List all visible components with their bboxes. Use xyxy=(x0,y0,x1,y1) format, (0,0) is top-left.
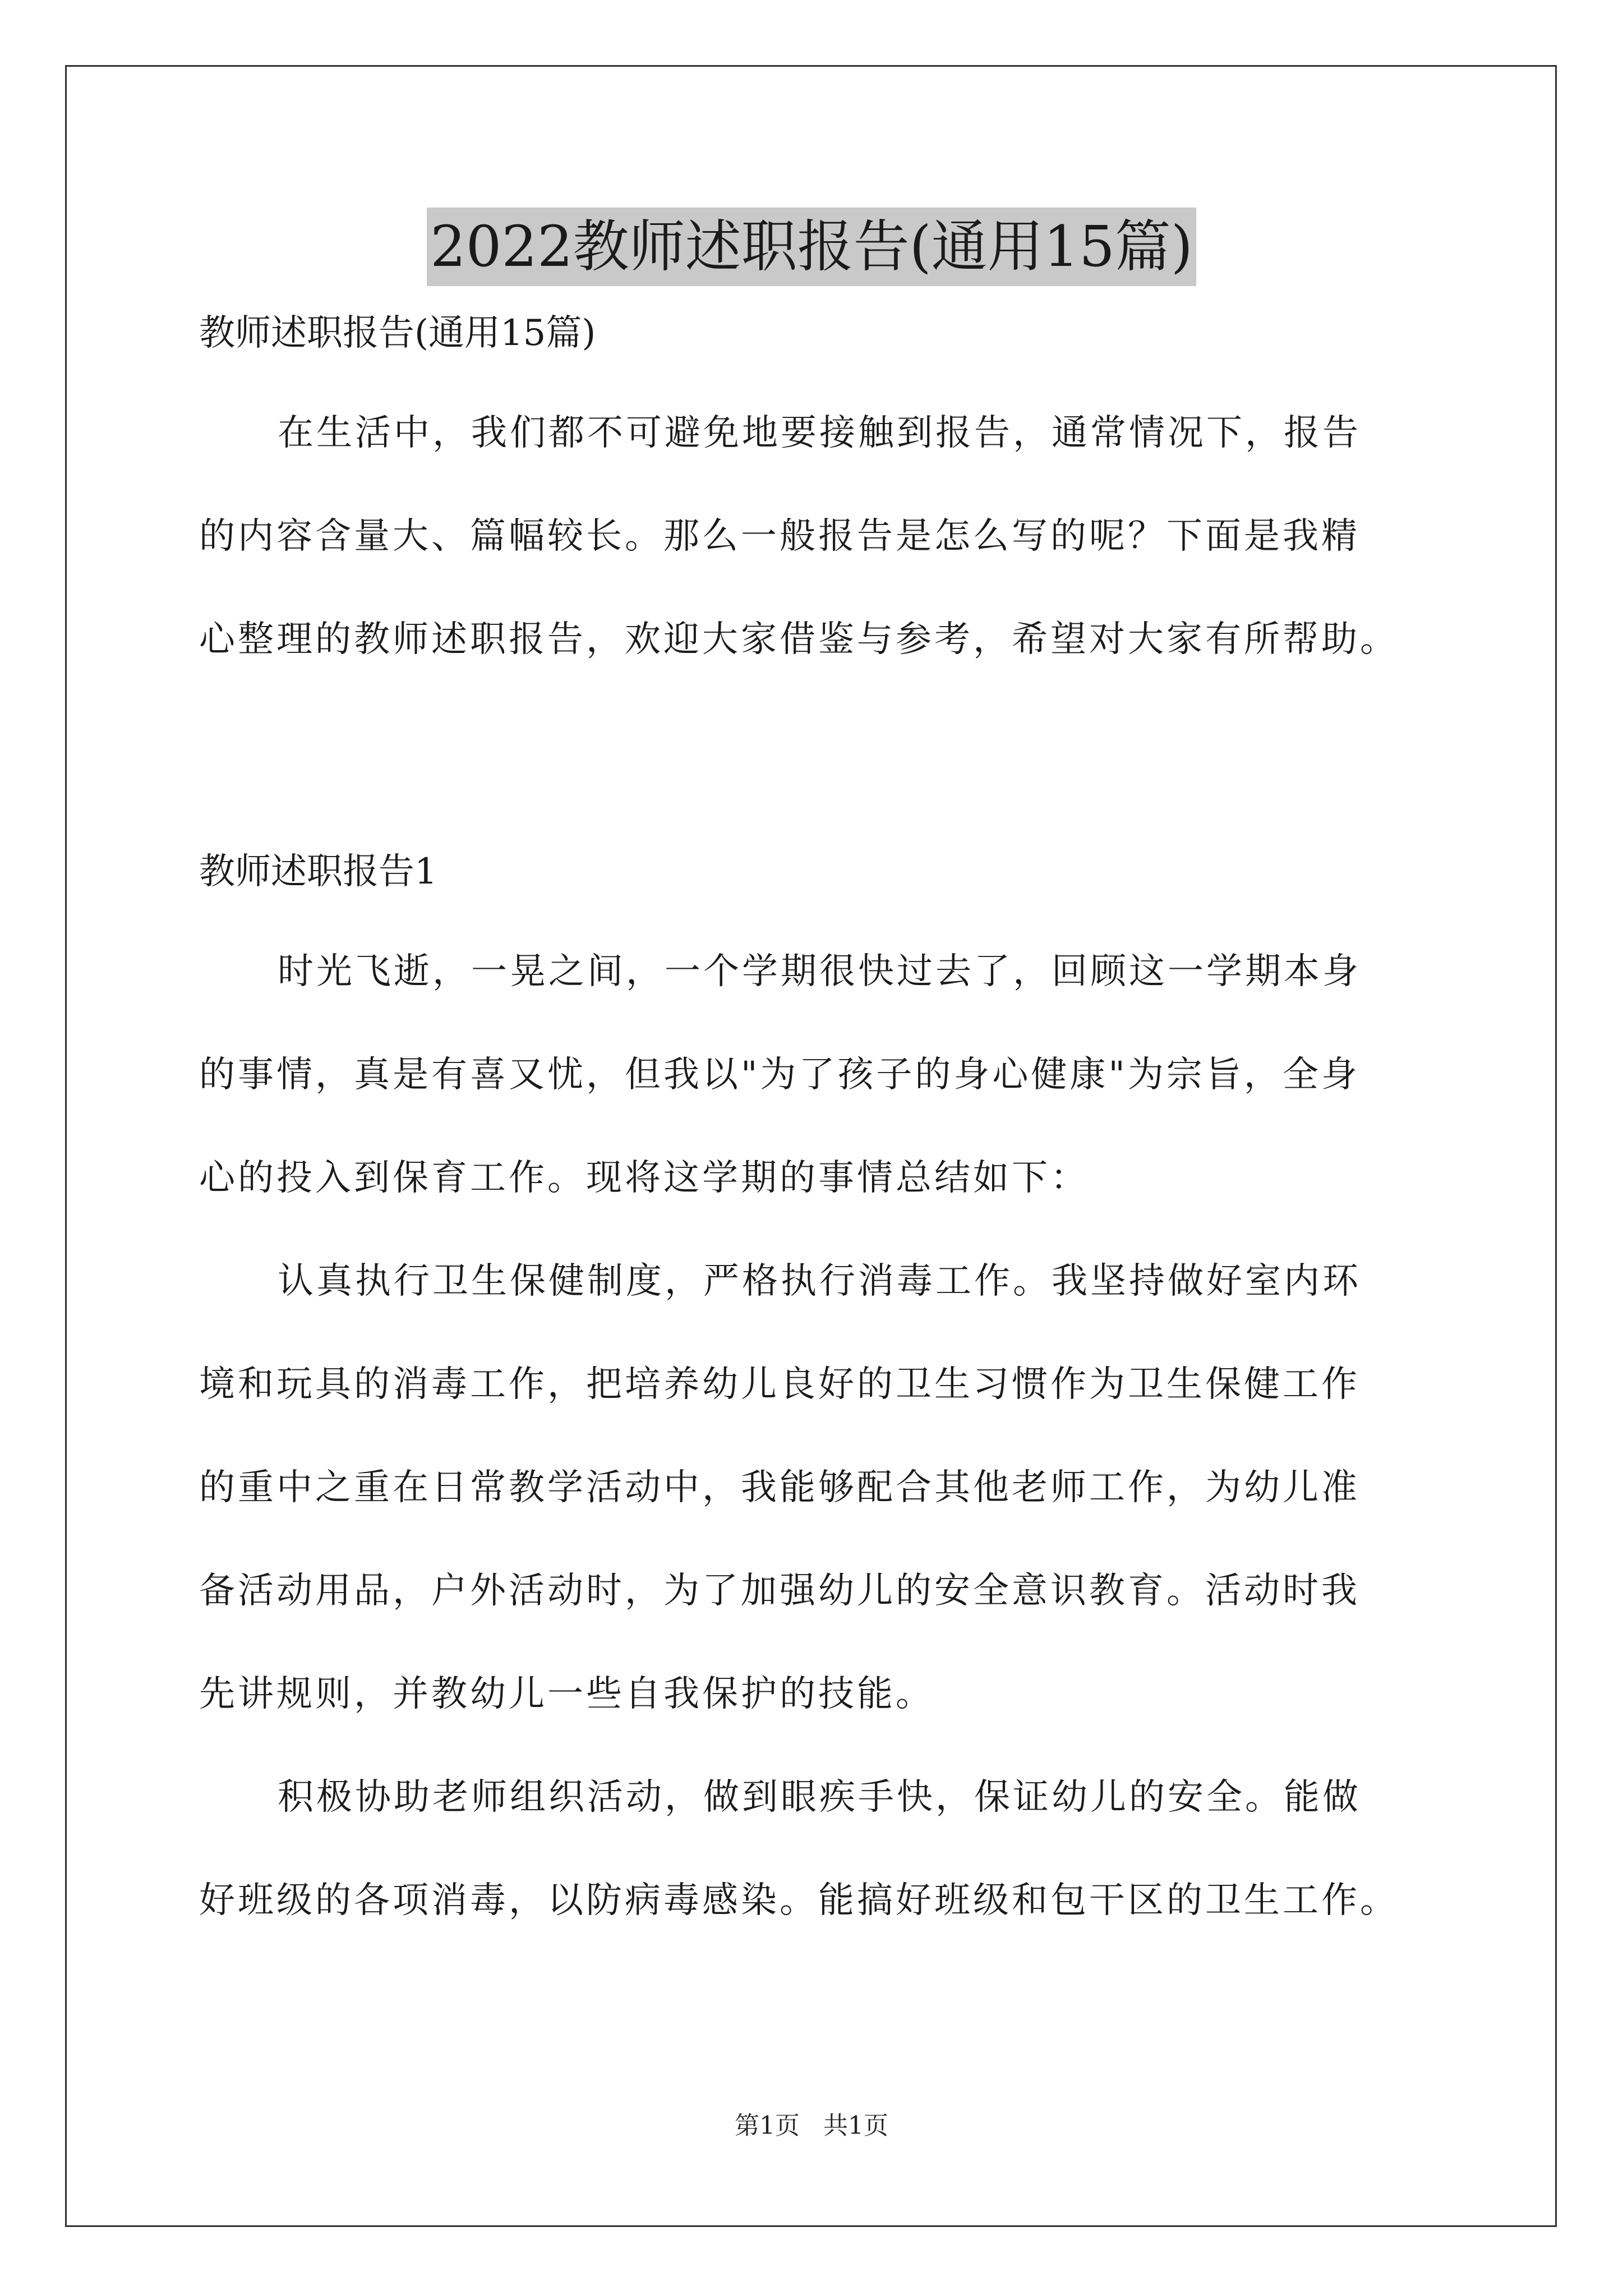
page-number-current: 第1页 xyxy=(735,2111,800,2140)
para2-line: 的重中之重在日常教学活动中，我能够配合其他老师工作，为幼儿准 xyxy=(199,1467,1360,1508)
title-container xyxy=(0,208,1623,286)
para2-line: 先讲规则，并教幼儿一些自我保护的技能。 xyxy=(199,1673,934,1715)
intro-line: 的内容含量大、篇幅较长。那么一般报告是怎么写的呢？下面是我精 xyxy=(199,516,1360,557)
para1-line: 的事情，真是有喜又忧，但我以"为了孩子的身心健康"为宗旨，全身 xyxy=(199,1054,1360,1096)
para2-line: 备活动用品，户外活动时，为了加强幼儿的安全意识教育。活动时我 xyxy=(199,1570,1360,1612)
para2-line: 境和玩具的消毒工作，把培养幼儿良好的卫生习惯作为卫生保健工作 xyxy=(199,1364,1360,1405)
document-subtitle: 教师述职报告(通用15篇) xyxy=(199,312,596,354)
para1-line: 时光飞逝，一晃之间，一个学期很快过去了，回顾这一学期本身 xyxy=(278,951,1361,992)
document-title: 2022教师述职报告(通用15篇) xyxy=(427,208,1196,286)
para2-line: 认真执行卫生保健制度，严格执行消毒工作。我坚持做好室内环 xyxy=(278,1260,1361,1302)
para3-line: 积极协助老师组织活动，做到眼疾手快，保证幼儿的安全。能做 xyxy=(278,1777,1361,1818)
intro-line: 心整理的教师述职报告，欢迎大家借鉴与参考，希望对大家有所帮助。 xyxy=(199,619,1399,660)
para1-line: 心的投入到保育工作。现将这学期的事情总结如下： xyxy=(199,1157,1089,1199)
section-heading: 教师述职报告1 xyxy=(199,851,437,892)
para3-line: 好班级的各项消毒，以防病毒感染。能搞好班级和包干区的卫生工作。 xyxy=(199,1880,1399,1921)
page-footer xyxy=(0,2109,1623,2143)
page-number-total: 共1页 xyxy=(823,2111,888,2140)
intro-line: 在生活中，我们都不可避免地要接触到报告，通常情况下，报告 xyxy=(278,412,1361,454)
